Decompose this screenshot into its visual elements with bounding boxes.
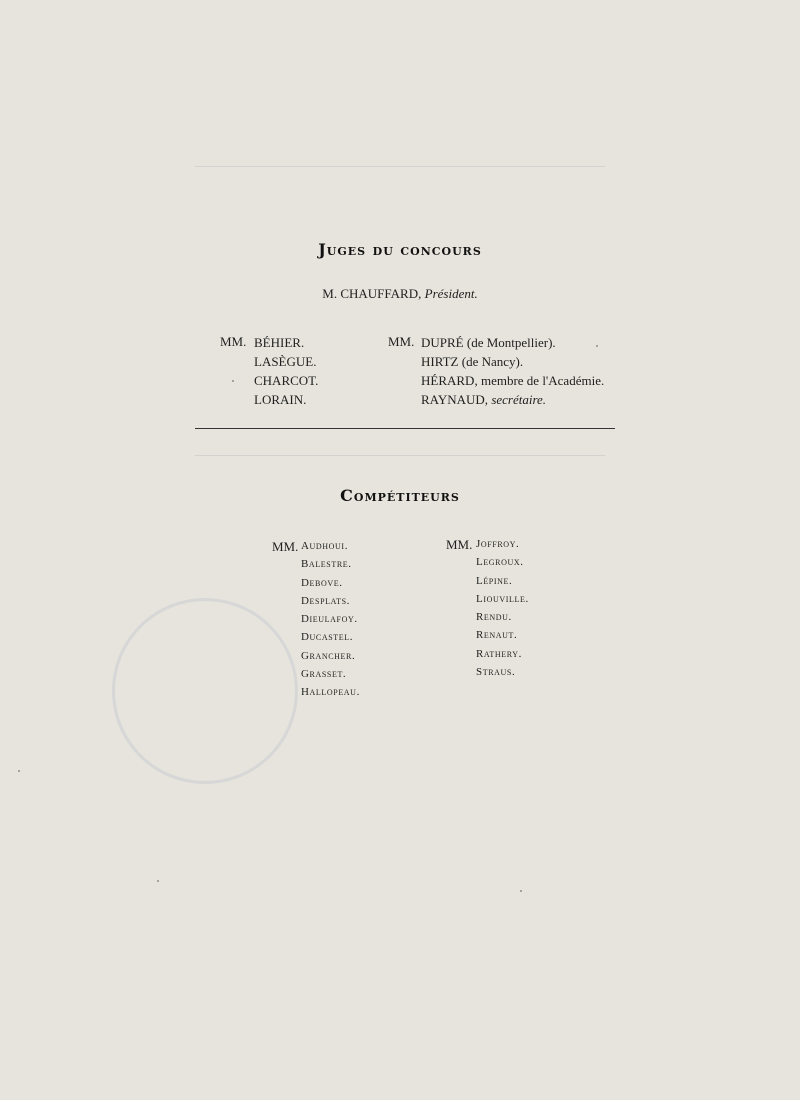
competitors-heading: Compétiteurs <box>340 486 460 505</box>
president-name: M. CHAUFFARD, <box>322 286 422 301</box>
paper-speck <box>157 880 159 882</box>
competitor-name: Rathery. <box>476 647 523 660</box>
judge-name: DUPRÉ <box>421 335 464 350</box>
competitors-right-mm-label: MM. <box>446 537 473 552</box>
competitor-name: Balestre. <box>301 558 352 571</box>
judge-detail: (de Nancy). <box>461 354 524 369</box>
judge-entry <box>421 352 604 371</box>
judge-entry <box>421 333 604 352</box>
competitor-name: Straus. <box>476 666 516 679</box>
competitor-name: Liouville. <box>476 592 529 605</box>
competitors-right-column <box>476 535 529 681</box>
competitor-name: Grasset. <box>301 668 347 681</box>
paper-speck <box>232 380 234 382</box>
competitor-name: Debove. <box>301 576 343 589</box>
paper-speck <box>596 345 598 347</box>
show-through-text <box>0 132 800 148</box>
judges-left-mm-label: MM. <box>220 334 247 349</box>
competitor-name: Legroux. <box>476 556 524 569</box>
president-role: Président. <box>424 286 478 301</box>
judge-name: BÉHIER. <box>254 335 305 350</box>
competitor-name: Lépine. <box>476 574 513 587</box>
competitor-name: Renaut. <box>476 629 518 642</box>
section-divider <box>195 428 615 429</box>
paper-speck <box>520 890 522 892</box>
show-through-rule <box>195 166 605 167</box>
competitor-name: Rendu. <box>476 611 512 624</box>
president-line <box>0 286 800 302</box>
competitor-name: Hallopeau. <box>301 686 360 699</box>
judge-name: LASÈGUE. <box>254 354 317 369</box>
competitor-name: Grancher. <box>301 649 356 662</box>
judges-left-column <box>254 333 318 409</box>
judge-entry <box>421 390 604 409</box>
competitor-name: Dieulafoy. <box>301 613 358 626</box>
competitor-name: Joffroy. <box>476 538 520 550</box>
competitors-left-column <box>301 537 360 702</box>
judge-entry <box>421 371 604 390</box>
judge-name: LORAIN. <box>254 392 307 407</box>
judges-heading: Juges du concours <box>318 240 482 259</box>
judge-name: HÉRARD, <box>421 373 478 388</box>
competitor-name: Desplats. <box>301 594 350 607</box>
judge-name: CHARCOT. <box>254 373 319 388</box>
competitors-left-mm-label: MM. <box>272 539 299 554</box>
judges-right-mm-label: MM. <box>388 334 415 349</box>
show-through-rule <box>195 455 605 456</box>
competitor-name: Ducastel. <box>301 631 354 644</box>
judge-detail: secrétaire. <box>491 392 547 407</box>
judge-detail: membre de l'Académie. <box>480 373 605 388</box>
paper-speck <box>18 770 20 772</box>
judge-name: RAYNAUD, <box>421 392 489 407</box>
show-through-stamp <box>112 598 298 784</box>
competitor-name: Audhoui. <box>301 540 349 552</box>
judge-detail: (de Montpellier). <box>466 335 556 350</box>
judge-name: HIRTZ <box>421 354 459 369</box>
judges-right-column <box>421 333 604 409</box>
